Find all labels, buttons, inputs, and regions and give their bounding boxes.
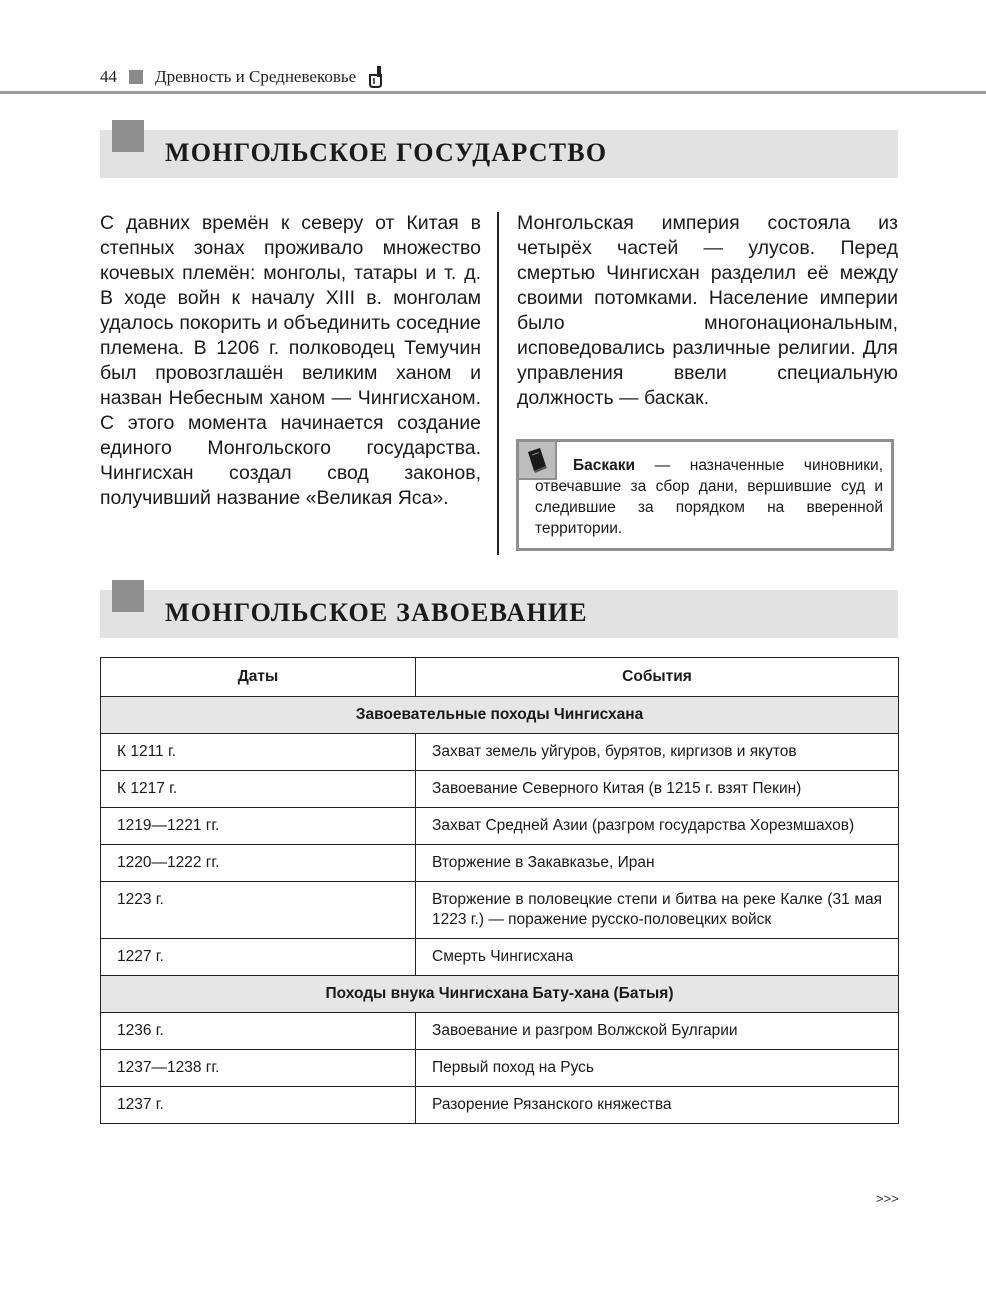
note-term: Баскаки [573,457,636,474]
table-row [101,1050,899,1087]
table-row [101,771,899,808]
table-row [101,845,899,882]
section-title: МОНГОЛЬСКОЕ ЗАВОЕВАНИЕ [165,598,588,627]
event-cell: Смерть Чингисхана [416,939,899,976]
table-row [101,808,899,845]
event-cell: Разорение Рязанского княжества [416,1087,899,1124]
date-cell: 1220—1222 гг. [101,845,416,882]
table-row [101,882,899,939]
date-cell: 1237 г. [101,1087,416,1124]
table-group-row [101,697,899,734]
definition-note [516,439,894,551]
event-cell: Захват земель уйгуров, бурятов, киргизов и якутов [416,734,899,771]
note-definition: — назначенные чиновники, отвечавшие за сбор дани, вершившие суд и следившие за порядком на вверенной территории. [535,457,883,537]
date-cell: 1237—1238 гг. [101,1050,416,1087]
table-row [101,734,899,771]
event-cell: Захват Средней Азии (разгром государства Хорезмшахов) [416,808,899,845]
event-cell: Первый поход на Русь [416,1050,899,1087]
table-group-row [101,976,899,1013]
group-label: Походы внука Чингисхана Бату-хана (Батыя) [101,976,899,1013]
section-square-icon [112,120,144,152]
events-table [100,657,899,1124]
group-label: Завоевательные походы Чингисхана [101,697,899,734]
event-cell: Вторжение в Закавказье, Иран [416,845,899,882]
date-cell: 1223 г. [101,882,416,939]
date-cell: 1236 г. [101,1013,416,1050]
book-section-title: Древность и Средневековье [155,67,357,86]
column-header-dates: Даты [101,658,416,697]
column-header-events: События [416,658,899,697]
date-cell: 1227 г. [101,939,416,976]
table-header-row [101,658,899,697]
date-cell: К 1211 г. [101,734,416,771]
table-row [101,1013,899,1050]
section-title: МОНГОЛЬСКОЕ ГОСУДАРСТВО [165,138,608,167]
table-row [101,939,899,976]
continuation-marker: >>> [876,1191,899,1206]
event-cell: Завоевание Северного Китая (в 1215 г. взят Пекин) [416,771,899,808]
event-cell: Вторжение в половецкие степи и битва на реке Калке (31 мая 1223 г.) — поражение русско-половецких войск [416,882,899,939]
note-text [535,455,883,539]
header-rule [0,91,986,94]
pointing-hand-icon [368,66,384,88]
table-row [101,1087,899,1124]
date-cell: К 1217 г. [101,771,416,808]
left-column-text: С давних времён к северу от Китая в степных зонах проживало множество кочевых племён: монголы, татары и т. д. В ходе войн к началу XIII в. монголам удалось покорить и объединить соседние племена. В 1206 г. полководец Темучин был провозглашён великим ханом и назван Небесным ханом — Чингисханом. С этого момента начинается создание единого Монгольского государства. Чингисхан создал свод законов, получивший название «Великая Яса». [100,212,481,509]
section-square-icon [112,580,144,612]
header-square-icon [129,70,143,84]
right-column-text: Монгольская империя состояла из четырёх частей — улусов. Перед смертью Чингисхан разделил её между своими потомками. Население империи было многонациональным, исповедовались различные религии. Для управления ввели специальную должность — баскак. [517,212,898,409]
date-cell: 1219—1221 гг. [101,808,416,845]
column-divider [497,212,499,555]
page-number: 44 [100,67,117,86]
event-cell: Завоевание и разгром Волжской Булгарии [416,1013,899,1050]
running-header [100,64,384,90]
